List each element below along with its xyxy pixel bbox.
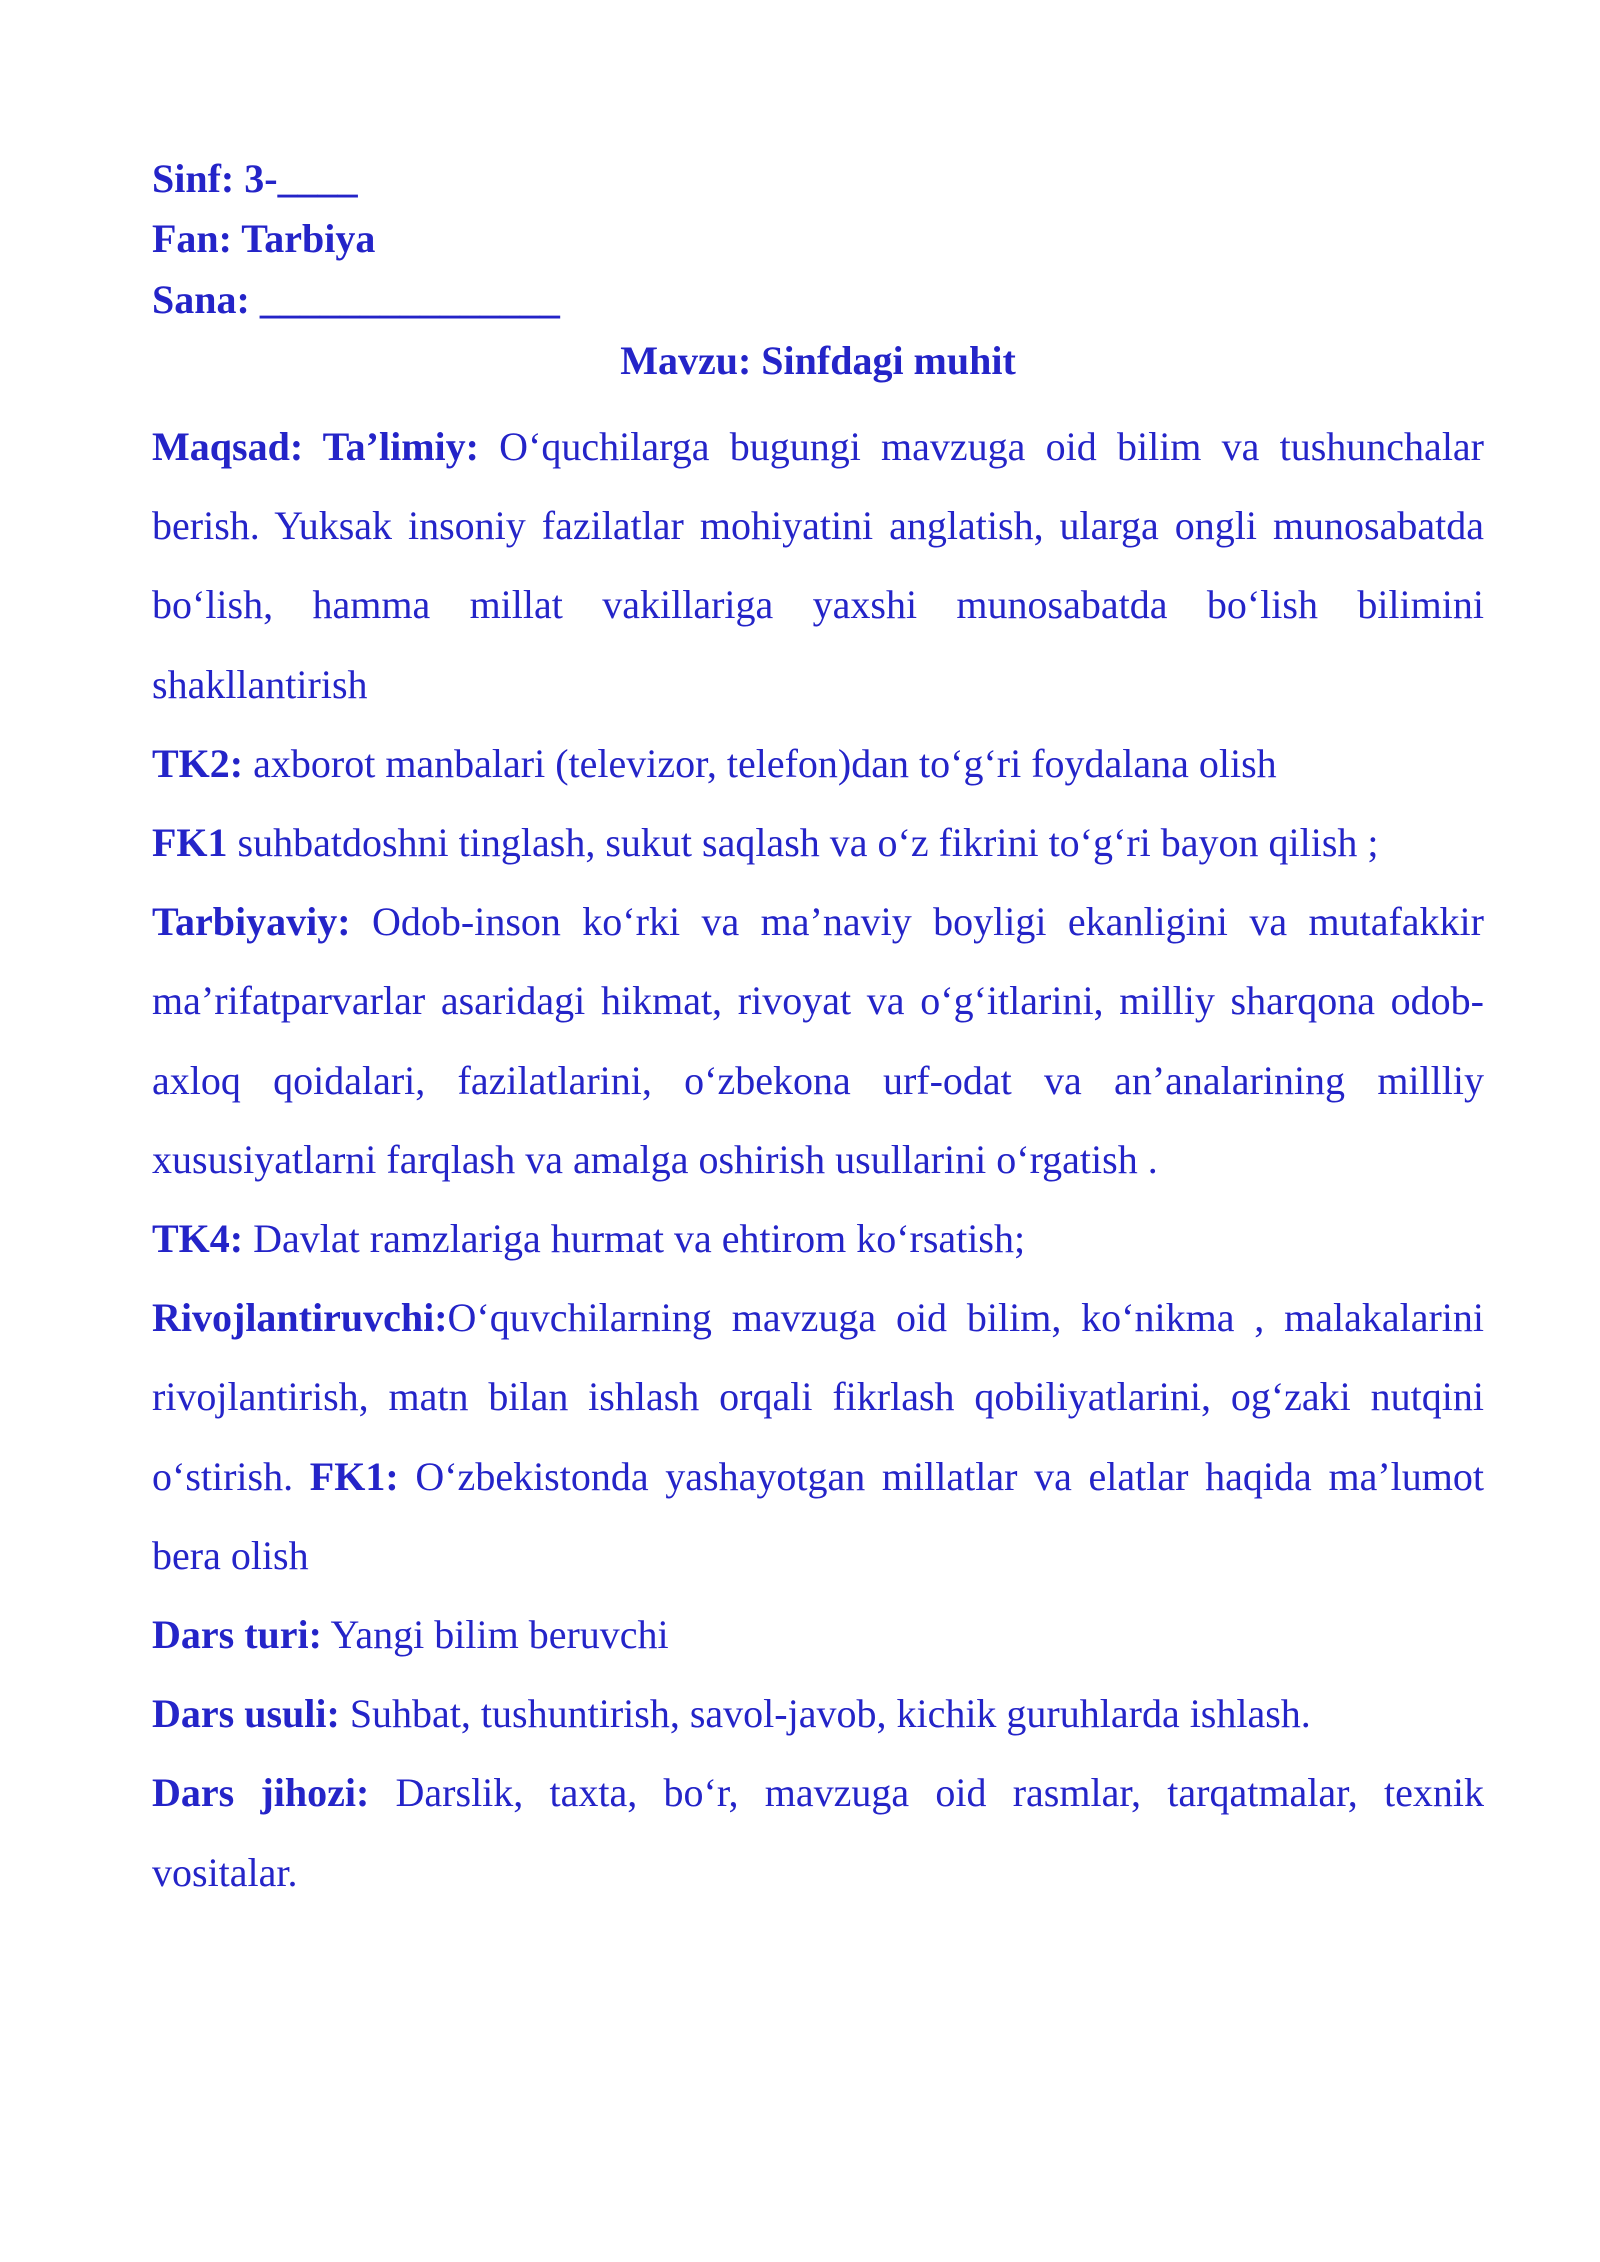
topic-heading bbox=[152, 337, 1484, 385]
topic-value: Sinfdagi muhit bbox=[761, 338, 1016, 383]
paragraph-text: suhbatdoshni tinglash, sukut saqlash va o‘z fikrini to‘g‘ri bayon qilish ; bbox=[227, 820, 1379, 866]
paragraph-label: Dars usuli: bbox=[152, 1691, 340, 1737]
paragraph-text: Davlat ramzlariga hurmat va ehtirom ko‘rsatish; bbox=[243, 1216, 1026, 1262]
topic-label: Mavzu: bbox=[620, 338, 752, 383]
paragraph-label-fk1: FK1: bbox=[309, 1453, 399, 1499]
date-value: _______________ bbox=[259, 277, 560, 322]
lesson-body bbox=[152, 407, 1484, 1912]
paragraph-text: Suhbat, tushuntirish, savol-javob, kichik guruhlarda ishlash. bbox=[339, 1691, 1311, 1737]
paragraph-label: FK1 bbox=[152, 820, 228, 866]
paragraph-dars-usuli bbox=[152, 1674, 1484, 1753]
paragraph-label: TK4: bbox=[152, 1216, 244, 1262]
paragraph-dars-turi bbox=[152, 1595, 1484, 1674]
paragraph-label: Tarbiyaviy: bbox=[152, 899, 351, 945]
paragraph-rivojlantiruvchi bbox=[152, 1278, 1484, 1595]
class-value: 3-____ bbox=[244, 156, 358, 201]
paragraph-label: TK2: bbox=[152, 740, 244, 786]
class-label: Sinf: bbox=[152, 156, 235, 201]
subject-label: Fan: bbox=[152, 216, 232, 261]
paragraph-label: Dars jihozi: bbox=[152, 1770, 370, 1816]
paragraph-text: Odob-inson ko‘rki va ma’naviy boyligi ekanligini va mutafakkir ma’rifatparvarlar asaridagi hikmat, rivoyat va o‘g‘itlarini, milliy sharqona odob-axloq qoidalari, fazilatlarini, o‘zbekona urf-odat va an’analarining millliy xususiyatlarni farqlash va amalga oshirish usullarini o‘rgatish . bbox=[152, 899, 1484, 1182]
paragraph-dars-jihozi bbox=[152, 1753, 1484, 1911]
paragraph-text: Yangi bilim beruvchi bbox=[321, 1612, 669, 1658]
date-label: Sana: bbox=[152, 277, 250, 322]
subject-value: Tarbiya bbox=[241, 216, 376, 261]
paragraph-fk1 bbox=[152, 803, 1484, 882]
paragraph-maqsad bbox=[152, 407, 1484, 724]
date-line bbox=[152, 276, 560, 324]
paragraph-tarbiyaviy bbox=[152, 882, 1484, 1199]
paragraph-tk2 bbox=[152, 724, 1484, 803]
subject-line bbox=[152, 215, 375, 263]
paragraph-text: Darslik, taxta, bo‘r, mavzuga oid rasmlar, tarqatmalar, texnik vositalar. bbox=[152, 1770, 1485, 1895]
paragraph-text: O‘quvchilarning mavzuga oid bilim, ko‘nikma , malakalarini rivojlantirish, matn bilan ishlash orqali fikrlash qobiliyatlarini, og‘zaki nutqini o‘stirish. bbox=[152, 1295, 1484, 1499]
paragraph-label: Dars turi: bbox=[152, 1612, 322, 1658]
class-line bbox=[152, 155, 358, 203]
paragraph-text-fk1: O‘zbekistonda yashayotgan millatlar va elatlar haqida ma’lumot bera olish bbox=[152, 1453, 1484, 1578]
paragraph-label: Rivojlantiruvchi: bbox=[152, 1295, 448, 1341]
paragraph-text: O‘quchilarga bugungi mavzuga oid bilim va tushunchalar berish. Yuksak insoniy fazilatlar mohiyatini anglatish, ularga ongli munosabatda bo‘lish, hamma millat vakillariga yaxshi munosabatda bo‘lish bilimini shakllantirish bbox=[152, 424, 1485, 707]
paragraph-label: Maqsad: Ta’limiy: bbox=[152, 424, 479, 469]
paragraph-text: axborot manbalari (televizor, telefon)dan to‘g‘ri foydalana olish bbox=[243, 740, 1277, 786]
paragraph-tk4 bbox=[152, 1199, 1484, 1278]
